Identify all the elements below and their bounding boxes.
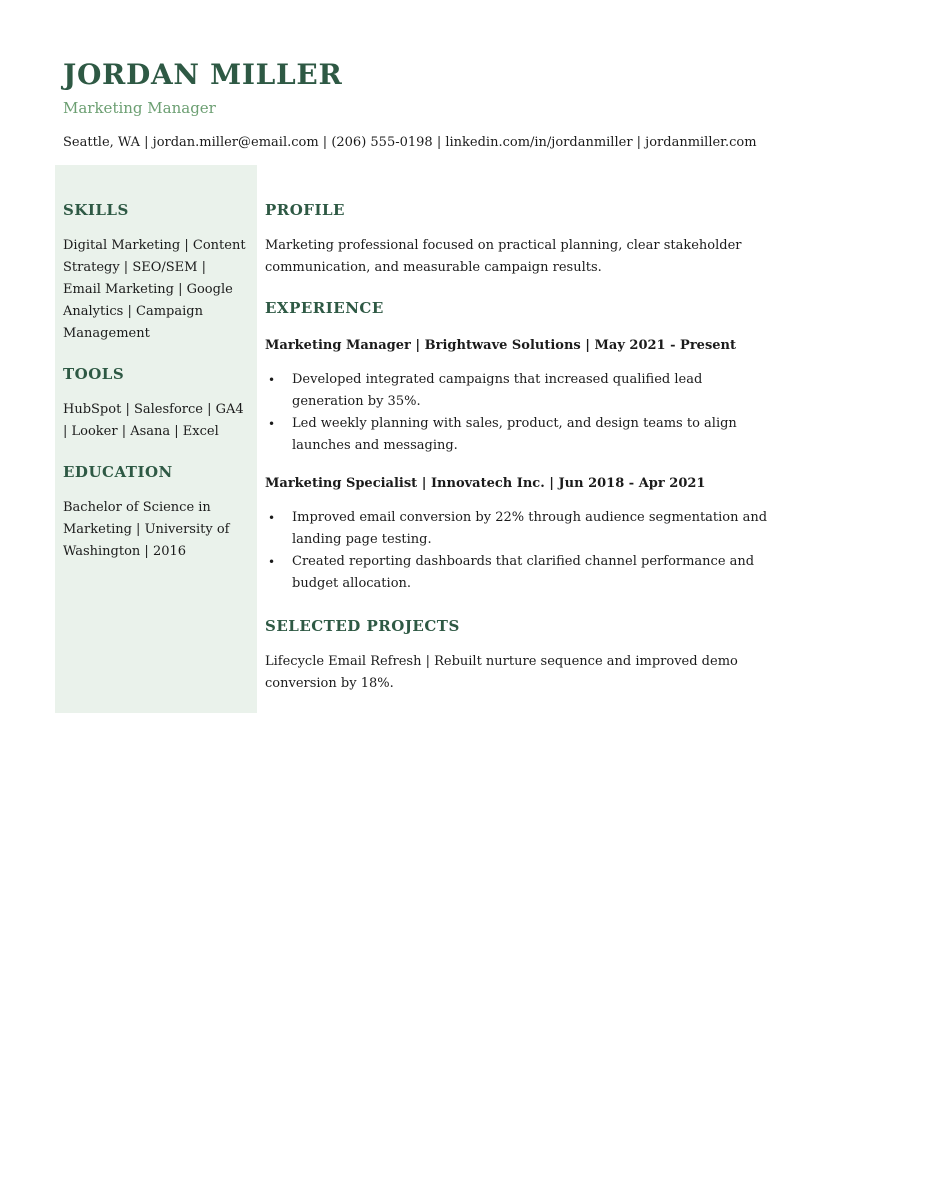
job-bullet-list bbox=[265, 507, 773, 595]
job-title: Marketing Manager | Brightwave Solutions | May 2021 - Present bbox=[265, 338, 736, 353]
bullet-icon: • bbox=[268, 511, 276, 525]
projects-section bbox=[265, 617, 773, 695]
experience-section bbox=[265, 299, 773, 595]
sidebar bbox=[55, 165, 257, 713]
job-entry bbox=[265, 337, 773, 457]
bullet-text: Created reporting dashboards that clarified channel performance and budget allocation. bbox=[292, 554, 755, 591]
job-bullet bbox=[265, 551, 773, 595]
sidebar-section-skills bbox=[63, 201, 247, 345]
job-bullet bbox=[265, 369, 773, 413]
resume-header bbox=[63, 58, 863, 153]
candidate-title: Marketing Manager bbox=[63, 99, 216, 117]
contact-line: Seattle, WA | jordan.miller@email.com | (206) 555-0198 | linkedin.com/in/jordanmiller | jordanmiller.com bbox=[63, 135, 757, 150]
profile-section bbox=[265, 201, 773, 279]
main-column bbox=[265, 165, 773, 695]
tools-heading: TOOLS bbox=[63, 365, 125, 383]
sidebar-section-tools bbox=[63, 365, 247, 443]
skills-heading: SKILLS bbox=[63, 201, 129, 219]
bullet-text: Developed integrated campaigns that increased qualified lead generation by 35%. bbox=[292, 372, 703, 409]
bullet-text: Improved email conversion by 22% through audience segmentation and landing page testing. bbox=[292, 510, 768, 547]
bullet-icon: • bbox=[268, 417, 276, 431]
bullet-icon: • bbox=[268, 555, 276, 569]
profile-heading: PROFILE bbox=[265, 201, 345, 219]
education-body: Bachelor of Science in Marketing | University of Washington | 2016 bbox=[63, 500, 230, 559]
job-entry bbox=[265, 475, 773, 595]
job-bullet bbox=[265, 507, 773, 551]
projects-body: Lifecycle Email Refresh | Rebuilt nurture sequence and improved demo conversion by 18%. bbox=[265, 654, 738, 691]
bullet-text: Led weekly planning with sales, product, and design teams to align launches and messaging. bbox=[292, 416, 737, 453]
candidate-name: JORDAN MILLER bbox=[63, 58, 343, 91]
job-title: Marketing Specialist | Innovatech Inc. | Jun 2018 - Apr 2021 bbox=[265, 476, 706, 491]
experience-heading: EXPERIENCE bbox=[265, 299, 384, 317]
profile-body: Marketing professional focused on practical planning, clear stakeholder communication, and measurable campaign results. bbox=[265, 238, 742, 275]
skills-body: Digital Marketing | Content Strategy | SEO/SEM | Email Marketing | Google Analytics | Campaign Management bbox=[63, 238, 246, 341]
bullet-icon: • bbox=[268, 373, 276, 387]
projects-heading: SELECTED PROJECTS bbox=[265, 617, 460, 635]
sidebar-section-education bbox=[63, 463, 247, 563]
job-bullet bbox=[265, 413, 773, 457]
job-bullet-list bbox=[265, 369, 773, 457]
education-heading: EDUCATION bbox=[63, 463, 173, 481]
tools-body: HubSpot | Salesforce | GA4 | Looker | Asana | Excel bbox=[63, 402, 244, 439]
